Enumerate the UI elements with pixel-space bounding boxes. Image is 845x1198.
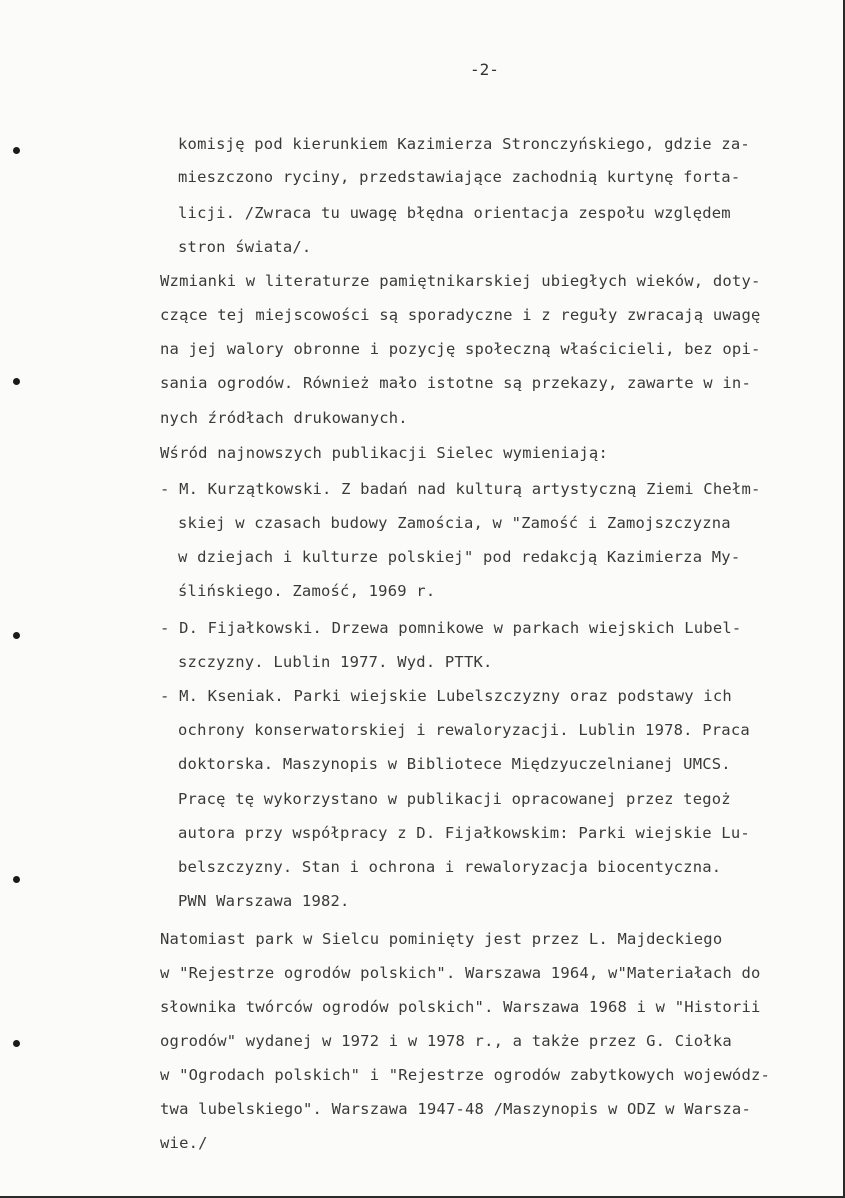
punch-hole-mark [13,876,20,883]
text-line: autora przy współpracy z D. Fijałkowskim: Parki wiejskie Lu- [178,824,750,842]
text-line: sania ogrodów. Również mało istotne są przekazy, zawarte w in- [160,374,751,392]
text-line: stron świata/. [178,238,312,256]
text-line: nych źródłach drukowanych. [160,409,408,427]
text-line: PWN Warszawa 1982. [178,892,350,910]
punch-hole-mark [13,1040,20,1047]
text-line: wie./ [160,1134,208,1152]
page-number: -2- [470,60,499,79]
text-line: ślińskiego. Zamość, 1969 r. [178,582,436,600]
text-line: licji. /Zwraca tu uwagę błędna orientacja zespołu względem [178,204,731,222]
text-line: Wśród najnowszych publikacji Sielec wymieniają: [160,444,608,462]
text-line: belszczyzny. Stan i ochrona i rewaloryzacja biocentyczna. [178,858,722,876]
text-line: szczyzny. Lublin 1977. Wyd. PTTK. [178,653,493,671]
text-line: ochrony konserwatorskiej i rewaloryzacji. Lublin 1978. Praca [178,721,750,739]
text-line: twa lubelskiego". Warszawa 1947-48 /Maszynopis w ODZ w Warsza- [160,1100,751,1118]
text-line: ogrodów" wydanej w 1972 i w 1978 r., a także przez G. Ciołka [160,1032,732,1050]
text-line: Wzmianki w literaturze pamiętnikarskiej ubiegłych wieków, doty- [160,272,761,290]
text-line: w dziejach i kulturze polskiej" pod redakcją Kazimierza My- [178,548,741,566]
text-line: w "Rejestrze ogrodów polskich". Warszawa 1964, w"Materiałach do [160,964,761,982]
text-line: - D. Fijałkowski. Drzewa pomnikowe w parkach wiejskich Lubel- [160,619,742,637]
text-line: w "Ogrodach polskich" i "Rejestrze ogrodów zabytkowych wojewódz- [160,1066,771,1084]
text-line: na jej walory obronne i pozycję społeczną właścicieli, bez opi- [160,340,761,358]
text-line: - M. Kseniak. Parki wiejskie Lubelszczyzny oraz podstawy ich [160,687,732,705]
punch-hole-mark [13,632,20,639]
text-line: komisję pod kierunkiem Kazimierza Stronczyńskiego, gdzie za- [178,135,750,153]
punch-hole-mark [13,378,20,385]
text-line: słownika twórców ogrodów polskich". Warszawa 1968 i w "Historii [160,998,761,1016]
text-line: doktorska. Maszynopis w Bibliotece Międzyuczelnianej UMCS. [178,755,731,773]
punch-hole-mark [13,147,20,154]
text-line: Pracę tę wykorzystano w publikacji opracowanej przez tegoż [178,790,731,808]
text-line: mieszczono ryciny, przedstawiające zachodnią kurtynę forta- [178,168,741,186]
text-line: skiej w czasach budowy Zamościa, w "Zamość i Zamojszczyzna [178,514,731,532]
text-line: czące tej miejscowości są sporadyczne i z reguły zwracają uwagę [160,306,761,324]
text-line: Natomiast park w Sielcu pominięty jest przez L. Majdeckiego [160,930,723,948]
text-line: - M. Kurzątkowski. Z badań nad kulturą artystyczną Ziemi Chełm- [160,480,761,498]
